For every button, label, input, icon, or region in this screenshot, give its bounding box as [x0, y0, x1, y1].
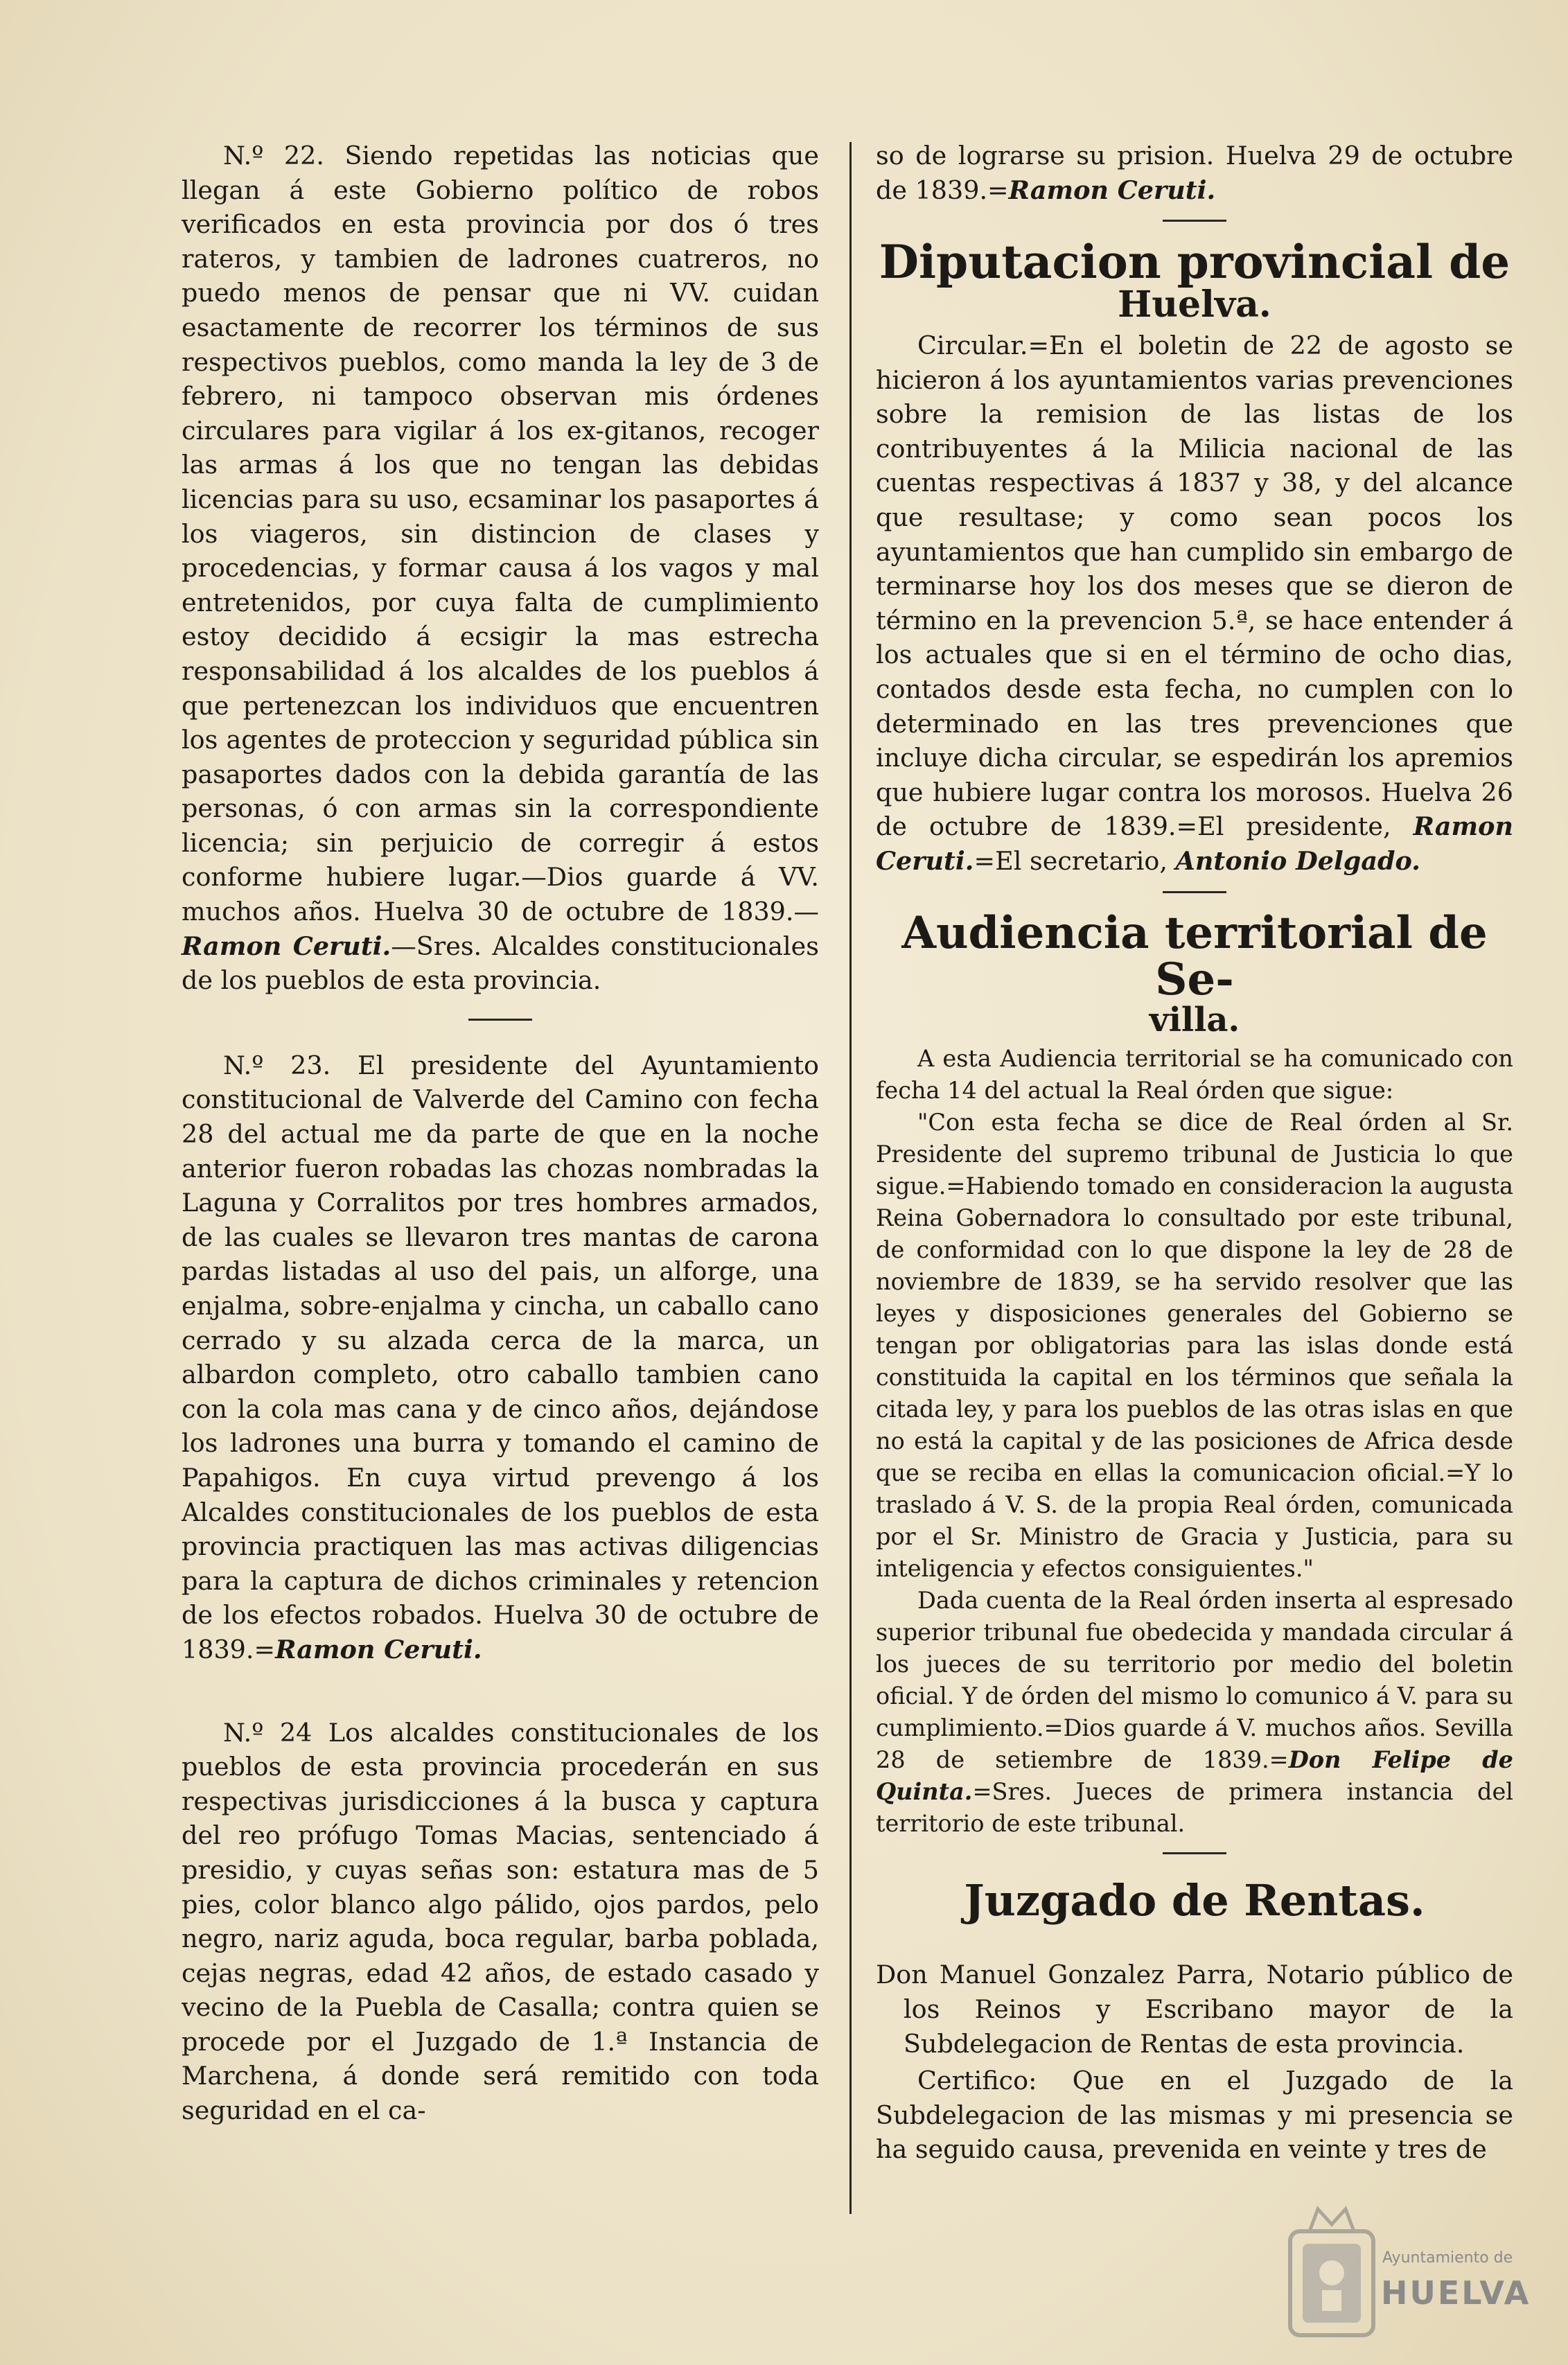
section-title-audiencia: Audiencia territorial de Se-	[901, 906, 1488, 1005]
signature: Ramon Ceruti.	[275, 1634, 482, 1664]
signature: Ramon Ceruti.	[1008, 175, 1216, 205]
watermark-label: Ayuntamiento de	[1382, 2249, 1513, 2267]
separator-rule	[1163, 891, 1226, 893]
section-title-diputacion: Diputacion provincial de	[879, 235, 1510, 290]
notice-22: N.º 22. Siendo repetidas las noticias que llegan á este Gobierno político de robos verificados en esta provincia por dos ó tres rateros, y tambien de ladrones cuatreros, no puedo menos de pensar que ni VV. cuidan esactamente de recorrer los términos de sus respectivos pueblos, como manda la ley de 3 de febrero, ni tampoco observan mis órdenes circulares para vigilar á los ex-gitanos, recoger las armas á los que no tengan las debidas licencias para su uso, ecsaminar los pasaportes á los viageros, sin distincion de clases y procedencias, y formar causa á los vagos y mal entretenidos, por cuya falta de cumplimiento estoy decidido á ecsigir la mas estrecha responsabilidad á los alcaldes de los pueblos á que pertenezcan los individuos que encuentren los agentes de proteccion y seguridad pública sin pasaportes dados con la debida garantía de las personas, ó con armas sin la correspondiente licencia; sin perjuicio de corregir á estos conforme hubiere lugar.—Dios guarde á VV. muchos años. Huelva 30 de octubre de 1839.—Ramon Ceruti.—Sres. Alcaldes constitucionales de los pueblos de esta provincia.	[182, 141, 819, 996]
section-subtitle-sevilla: villa.	[1149, 1000, 1240, 1039]
signature: Don Felipe de Quinta.	[876, 1746, 1513, 1806]
ayuntamiento-crest-icon	[1282, 2204, 1545, 2342]
notice-24-continuation: so de lograrse su prision. Huelva 29 de octubre de 1839.=Ramon Ceruti.	[876, 141, 1513, 205]
section-title-juzgado: Juzgado de Rentas.	[964, 1875, 1425, 1926]
audiencia-paragraph: A esta Audiencia territorial se ha comunicado con fecha 14 del actual la Real órden que sigue:	[876, 1045, 1513, 1105]
audiencia-quoted-order: "Con esta fecha se dice de Real órden al Sr. Presidente del supremo tribunal de Justicia lo que sigue.=Habiendo tomado en consideracion la augusta Reina Gobernadora lo consultado por este tribunal, de conformidad con lo que dispone la ley de 28 de noviembre de 1839, se ha servido resolver que las leyes y disposiciones generales del Gobierno se tengan por obligatorias para las islas donde está constituida la capital en los términos que señala la citada ley, y para los pueblos de las otras islas en que no está la capital y de las posiciones de Africa desde que se reciba en ellas la comunicacion oficial.=Y lo traslado á V. S. de la propia Real órden, comunicada por el Sr. Ministro de Gracia y Justicia, para su inteligencia y efectos consiguientes."	[876, 1109, 1513, 1583]
signature: Antonio Delgado.	[1175, 845, 1420, 876]
signature: Ramon Ceruti.	[876, 811, 1513, 876]
notice-24: N.º 24 Los alcaldes constitucionales de los pueblos de esta provincia procederán en sus respectivas jurisdicciones á la busca y captura del reo prófugo Tomas Macias, sentenciado á presidio, y cuyas señas son: estatura mas de 5 pies, color blanco algo pálido, ojos pardos, pelo negro, nariz aguda, boca regular, barba poblada, cejas negras, edad 42 años, de estado casado y vecino de la Puebla de Casalla; contra quien se procede por el Juzgado de 1.ª Instancia de Marchena, á donde será remitido con toda seguridad en el ca-	[182, 1717, 819, 2126]
audiencia-body	[876, 1043, 1513, 1840]
juzgado-certification: Certifico: Que en el Juzgado de la Subdelegacion de las mismas y mi presencia se ha seguido causa, prevenida en veinte y tres de	[876, 2066, 1513, 2165]
section-subtitle-huelva: Huelva.	[1118, 283, 1271, 326]
separator-rule	[468, 1019, 532, 1021]
separator-rule	[1163, 220, 1226, 222]
right-column	[876, 139, 1513, 2167]
diputacion-circular: Circular.=En el boletin de 22 de agosto se hicieron á los ayuntamientos varias prevenciones sobre la remision de las listas de los contribuyentes á la Milicia nacional de las cuentas respectivas á 1837 y 38, y del alcance que resultase; y como sean pocos los ayuntamientos que han cumplido sin embargo de terminarse hoy los dos meses que se dieron de término en la prevencion 5.ª, se hace entender á los actuales que si en el término de ocho dias, contados desde esta fecha, no cumplen con lo determinado en las tres prevenciones que incluye dicha circular, se espedirán los apremios que hubiere lugar contra los morosos. Huelva 26 de octubre de 1839.=El presidente, Ramon Ceruti.=El secretario, Antonio Delgado.	[876, 331, 1513, 876]
audiencia-paragraph: Dada cuenta de la Real órden inserta al espresado superior tribunal fue obedecida y mandada circular á los jueces de su territorio por medio del boletin oficial. Y de órden del mismo lo comunico á V. para su cumplimiento.=Dios guarde á V. muchos años. Sevilla 28 de setiembre de 1839.=Don Felipe de Quinta.=Sres. Jueces de primera instancia del territorio de este tribunal.	[876, 1587, 1513, 1838]
notice-23: N.º 23. El presidente del Ayuntamiento constitucional de Valverde del Camino con fecha 28 del actual me da parte de que en la noche anterior fueron robadas las chozas nombradas la Laguna y Corralitos por tres hombres armados, de las cuales se llevaron tres mantas de carona pardas listadas al uso del pais, un alforge, una enjalma, sobre-enjalma y cincha, un caballo cano cerrado y su alzada cerca de la marca, un albardon completo, otro caballo tambien cano con la cola mas cana y de cinco años, dejándose los ladrones una burra y tomando el camino de Papahigos. En cuya virtud prevengo á los Alcaldes constitucionales de los pueblos de esta provincia practiquen las mas activas diligencias para la captura de dichos criminales y retencion de los efectos robados. Huelva 30 de octubre de 1839.=Ramon Ceruti.	[182, 1050, 819, 1664]
separator-rule	[1163, 1852, 1226, 1854]
watermark-city: HUELVA	[1381, 2274, 1531, 2312]
left-column	[182, 139, 819, 2128]
notary-heading: Don Manuel Gonzalez Parra, Notario público de los Reinos y Escribano mayor de la Subdelegacion de Rentas de esta provincia.	[876, 1960, 1513, 2059]
column-divider	[849, 142, 852, 2214]
signature: Ramon Ceruti.	[182, 931, 391, 961]
